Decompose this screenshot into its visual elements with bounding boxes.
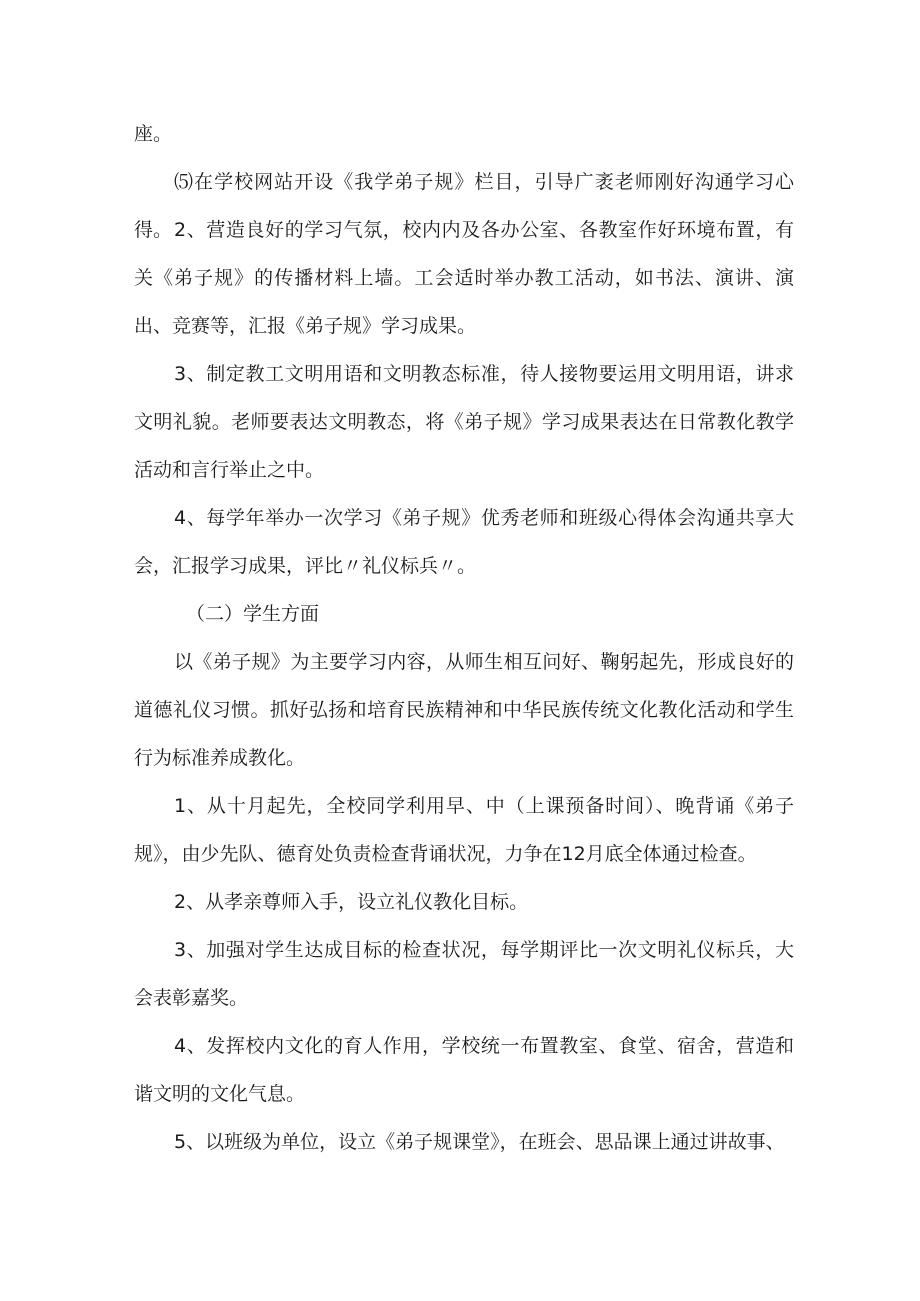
paragraph-students-intro: 以《弟子规》为主要学习内容，从师生相互问好、鞠躬起先，形成良好的道德礼仪习惯。抓好弘扬和培育民族精神和中华民族传统文化教化活动和学生行为标准养成教化。 xyxy=(134,651,794,769)
paragraph-students-item-5: 5、以班级为单位，设立《弟子规课堂》，在班会、思品课上通过讲故事、 xyxy=(174,1131,785,1153)
paragraph-item-4-sharing-meeting: 4、每学年举办一次学习《弟子规》优秀老师和班级心得体会沟通共享大会，汇报学习成果，评比〃礼仪标兵〃。 xyxy=(134,507,794,577)
paragraph-students-item-3: 3、加强对学生达成目标的检查状况，每学期评比一次文明礼仪标兵，大会表彰嘉奖。 xyxy=(134,939,794,1009)
paragraph-continuation: 座。 xyxy=(134,123,173,145)
paragraph-students-item-4: 4、发挥校内文化的育人作用，学校统一布置教室、食堂、宿舍，营造和谐文明的文化气息。 xyxy=(134,1035,794,1105)
paragraph-students-item-2: 2、从孝亲尊师入手，设立礼仪教化目标。 xyxy=(174,891,529,913)
paragraph-item-3-etiquette: 3、制定教工文明用语和文明教态标准，待人接物要运用文明用语，讲求文明礼貌。老师要表达文明教态，将《弟子规》学习成果表达在日常教化教学活动和言行举止之中。 xyxy=(134,363,794,481)
paragraph-students-item-1: 1、从十月起先，全校同学利用早、中（上课预备时间）、晚背诵《弟子规》，由少先队、德育处负责检查背诵状况，力争在12月底全体通过检查。 xyxy=(134,795,794,865)
paragraph-item-2-atmosphere: 2、营造良好的学习气氛，校内内及各办公室、各教室作好环境布置，有关《弟子规》的传播材料上墙。工会适时举办教工活动，如书法、演讲、演出、竞赛等，汇报《弟子规》学习成果。 xyxy=(134,219,794,337)
paragraph-website-column: ⑸在学校网站开设《我学弟子规》栏目，引导广袤老师刚好沟通学习心得。 xyxy=(134,171,794,241)
section-heading-students: （二）学生方面 xyxy=(186,603,320,625)
